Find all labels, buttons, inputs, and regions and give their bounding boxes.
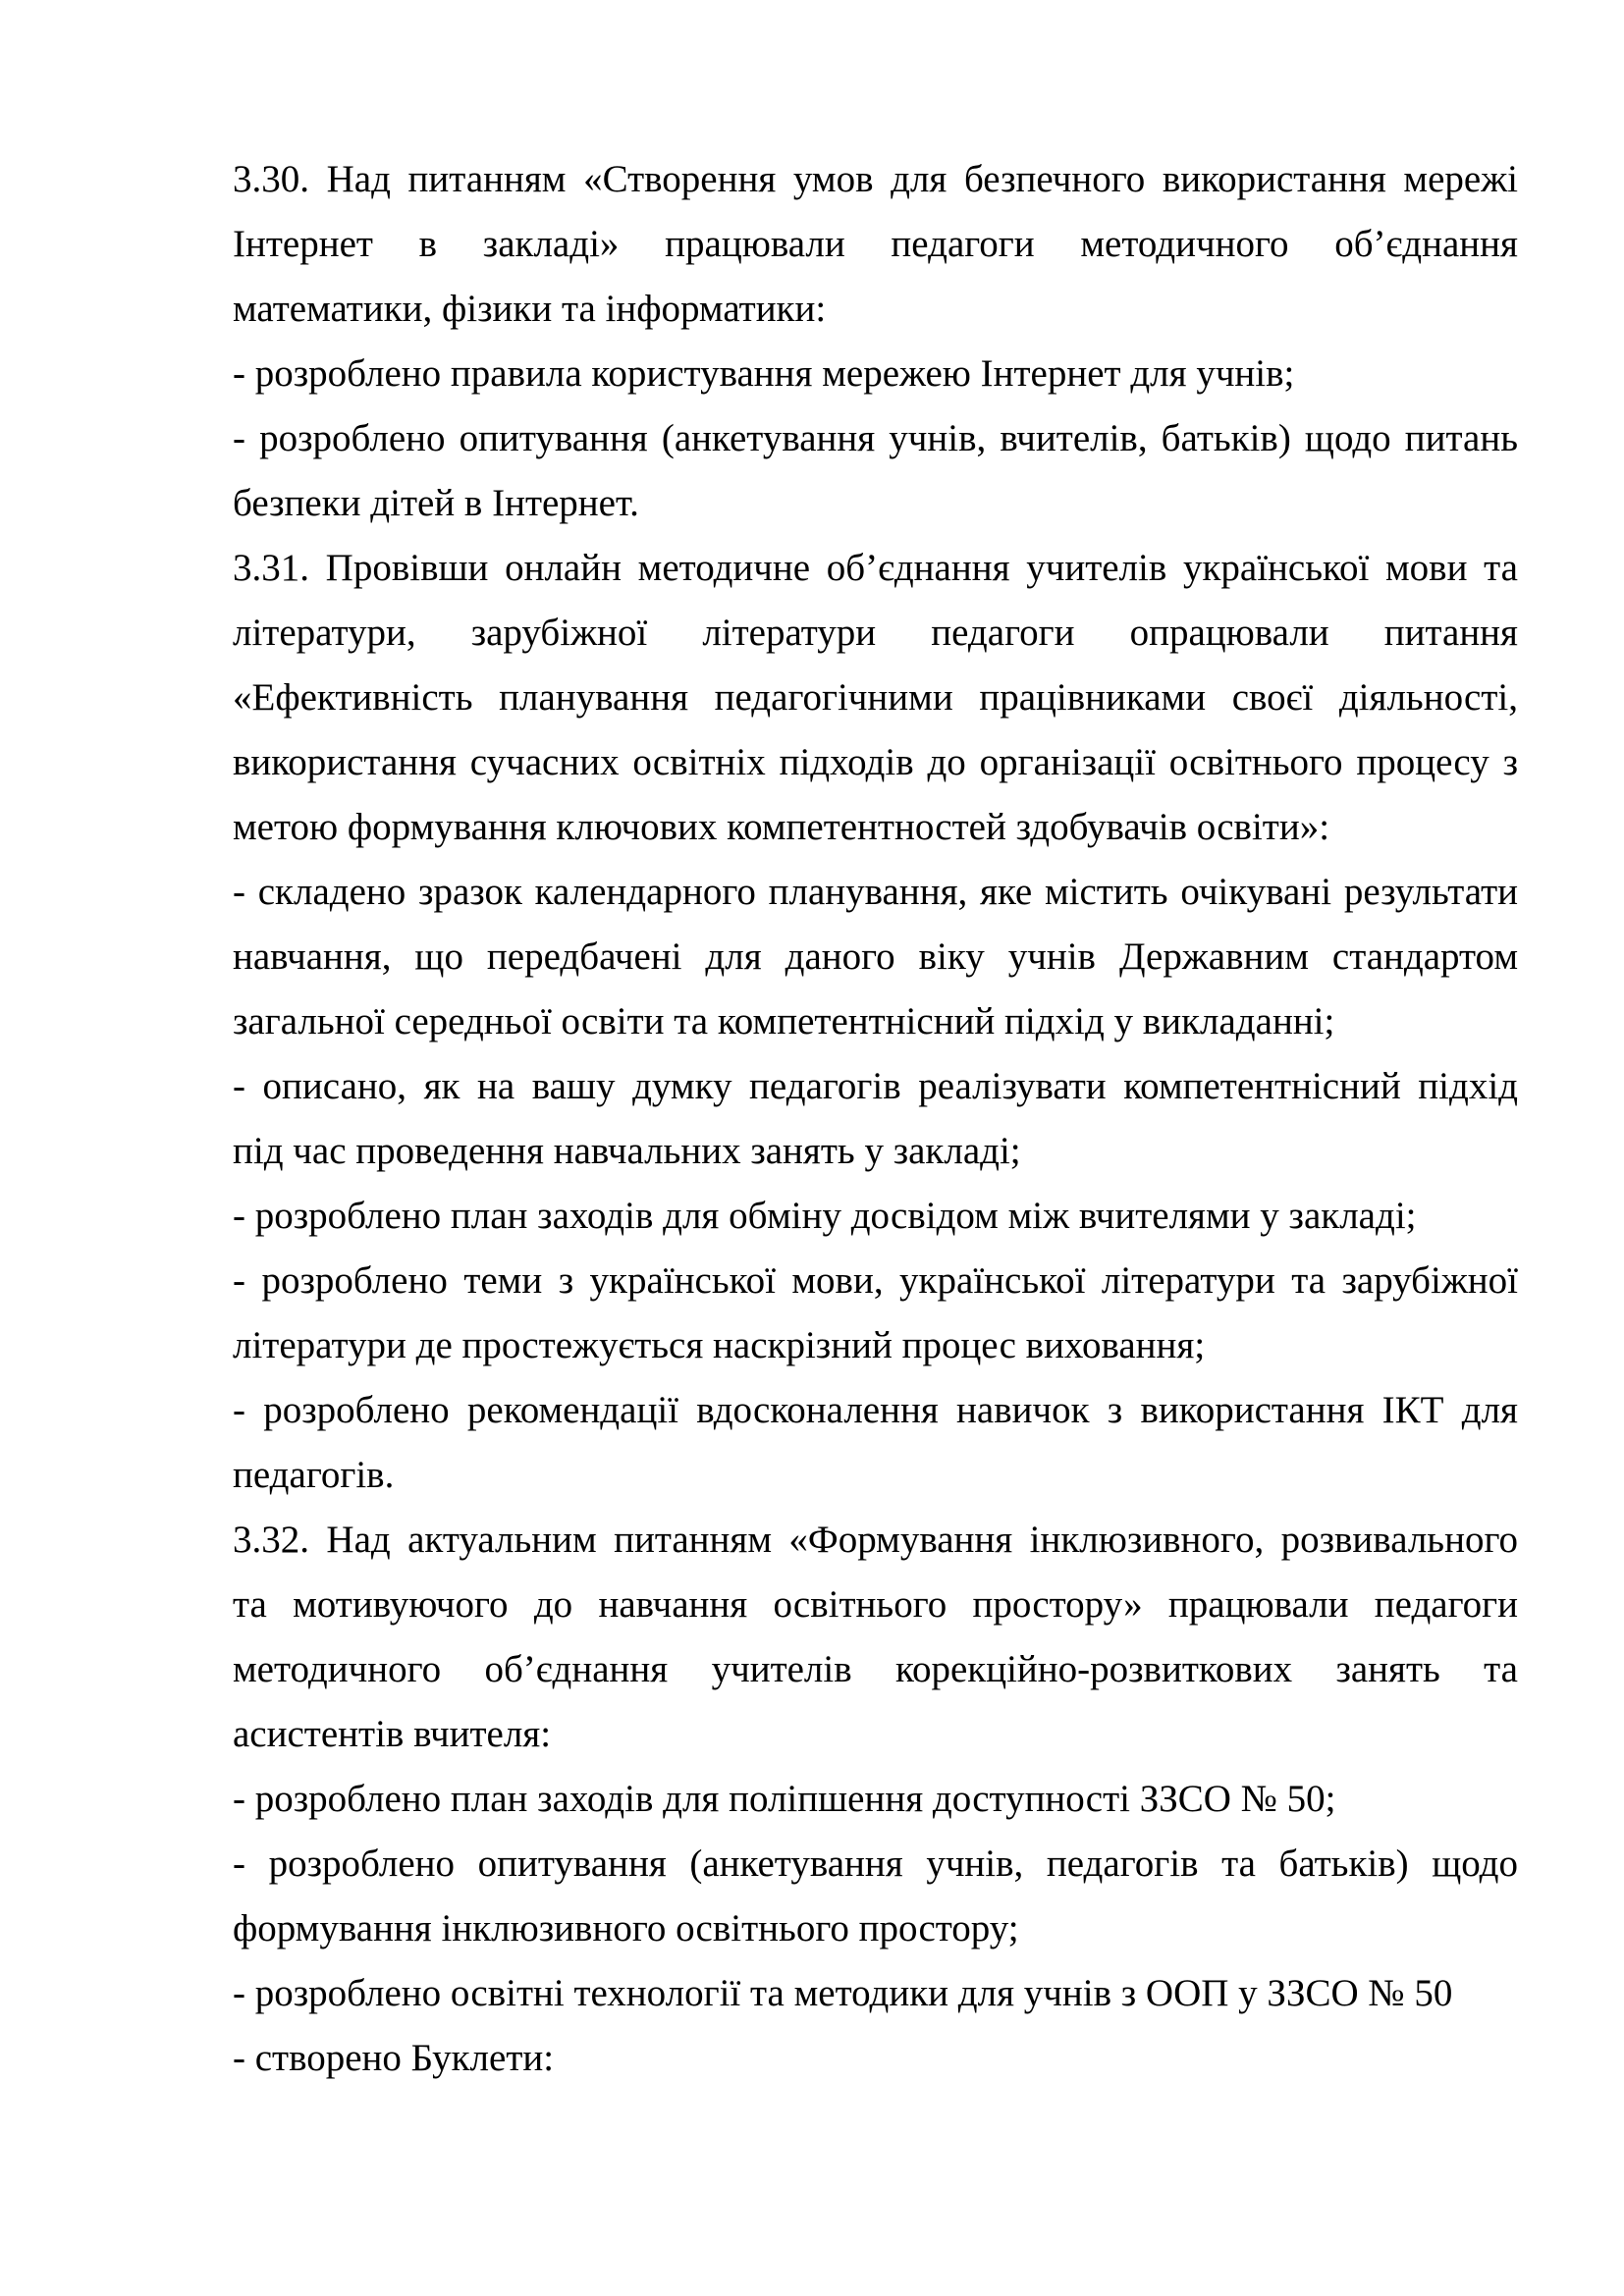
text-line: формування інклюзивного освітнього простору; [233,1907,1019,1949]
document-page [233,147,1518,2091]
text-line: математики, фізики та інформатики: [233,288,827,330]
text-line: - розроблено рекомендації вдосконалення навичок з використання ІКТ для [233,1389,1518,1431]
text-line: «Ефективність планування педагогічними працівниками своєї діяльності, [233,676,1518,719]
text-line: - розроблено освітні технології та методики для учнів з ООП у ЗЗСО № 50 [233,1972,1453,2014]
text-line: метою формування ключових компетентностей здобувачів освіти»: [233,806,1330,848]
text-line: та мотивуючого до навчання освітнього простору» працювали педагоги [233,1583,1518,1626]
text-line: - створено Буклети: [233,2037,555,2079]
text-line: 3.31. Провівши онлайн методичне об’єднання учителів української мови та [233,547,1518,589]
text-line: літератури де простежується наскрізний процес виховання; [233,1324,1206,1366]
text-line: - розроблено опитування (анкетування учнів, педагогів та батьків) щодо [233,1842,1518,1885]
text-line: безпеки дітей в Інтернет. [233,482,639,524]
text-line: - розроблено опитування (анкетування учнів, вчителів, батьків) щодо питань [233,417,1518,459]
text-line: - розроблено план заходів для поліпшення доступності ЗЗСО № 50; [233,1778,1336,1820]
text-line: Інтернет в закладі» працювали педагоги методичного об’єднання [233,223,1518,265]
text-line: - описано, як на вашу думку педагогів реалізувати компетентнісний підхід [233,1065,1518,1107]
text-line: - розроблено теми з української мови, української літератури та зарубіжної [233,1259,1518,1302]
text-line: загальної середньої освіти та компетентнісний підхід у викладанні; [233,1000,1335,1042]
text-line: асистентів вчителя: [233,1713,552,1755]
text-line: - розроблено правила користування мережею Інтернет для учнів; [233,352,1295,395]
text-line: 3.30. Над питанням «Створення умов для безпечного використання мережі [233,158,1518,200]
text-line: використання сучасних освітніх підходів до організації освітнього процесу з [233,741,1518,783]
text-line: 3.32. Над актуальним питанням «Формування інклюзивного, розвивального [233,1519,1518,1561]
text-line: навчання, що передбачені для даного віку учнів Державним стандартом [233,935,1518,978]
text-line: літератури, зарубіжної літератури педагоги опрацювали питання [233,612,1518,654]
text-line: - складено зразок календарного планування, яке містить очікувані результати [233,871,1518,913]
text-line: - розроблено план заходів для обміну досвідом між вчителями у закладі; [233,1195,1417,1237]
text-line: під час проведення навчальних занять у закладі; [233,1130,1021,1172]
text-line: методичного об’єднання учителів корекційно-розвиткових занять та [233,1648,1518,1690]
text-line: педагогів. [233,1454,395,1496]
